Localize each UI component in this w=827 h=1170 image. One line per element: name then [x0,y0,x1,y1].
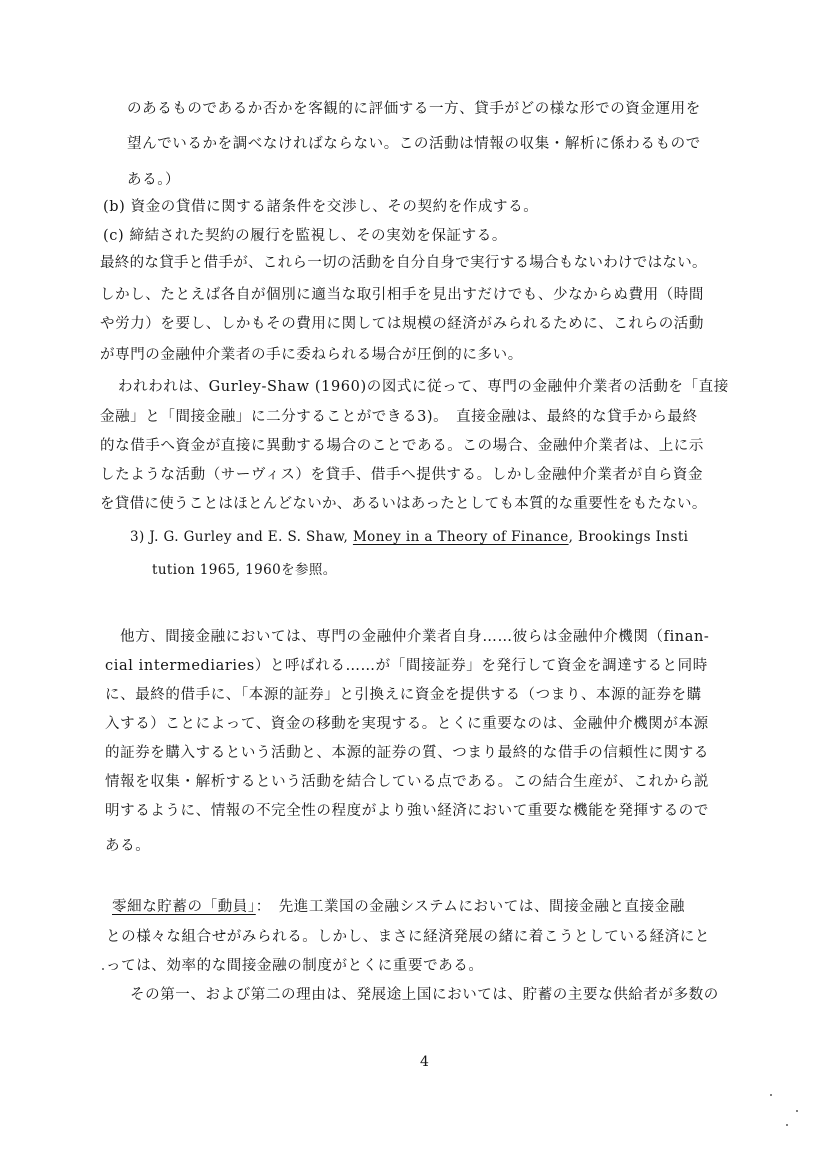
text-line: を貸借に使うことはほとんどないか、あるいはあったとしても本質的な重要性をもたない。 [100,496,707,512]
page-number: 4 [420,1054,429,1070]
text-line: 情報を収集・解析するという活動を結合している点である。この結合生産が、これから説 [105,774,709,790]
text-line: との様々な組合せがみられる。しかし、まさに経済発展の緒に着こうとしている経済にと [106,929,710,945]
list-item-c: (c) 締結された契約の履行を監視し、その実効を保証する。 [103,228,507,244]
text-line: その第一、および第二の理由は、発展途上国においては、貯蓄の主要な供給者が多数の [130,987,719,1003]
footnote-prefix: 3) J. G. Gurley and E. S. Shaw, [130,529,353,545]
footnote [130,527,688,547]
text-line: 明するように、情報の不完全性の程度がより強い経済において重要な機能を発揮するので [105,803,709,819]
text-line: に、最終的借手に、「本源的証券」と引換えに資金を提供する（つまり、本源的証券を購 [105,687,702,703]
text-line: 金融」と「間接金融」に二分することができる3)。 直接金融は、最終的な貸手から最終 [100,409,698,425]
footnote-suffix: , Brookings Insti [568,529,689,545]
text-line: や労力）を要し、しかもその費用に関しては規模の経済がみられるために、これらの活動 [100,316,704,332]
footnote-book-title: Money in a Theory of Finance [352,529,569,545]
text-line: われわれは、Gurley-Shaw (1960)の図式に従って、専門の金融仲介業者の活動を「直接 [118,379,729,395]
text-line: っては、効率的な間接金融の制度がとくに重要である。 [106,958,484,974]
section-heading-line [112,897,685,917]
text-line: 的証券を購入するという活動と、本源的証券の質、つまり最終的な借手の信頼性に関する [105,745,709,761]
scan-speck [770,1094,772,1096]
scan-speck [786,1124,788,1126]
text-line: 他方、間接金融においては、専門の金融仲介業者自身……彼らは金融仲介機関（finan- [120,629,710,645]
text-line: 入する）ことによって、資金の移動を実現する。とくに重要なのは、金融仲介機関が本源 [105,716,709,732]
text-line: cial intermediaries）と呼ばれる……が「間接証券」を発行して資金を調達すると同時 [105,658,708,674]
section-text: ： 先進工業国の金融システムにおいては、間接金融と直接金融 [255,899,685,915]
text-line: 的な借手へ資金が直接に異動する場合のことである。この場合、金融仲介業者は、上に示 [100,438,704,454]
text-line: が専門の金融仲介業者の手に委ねられる場合が圧倒的に多い。 [100,347,523,363]
text-line: したような活動（サーヴィス）を貸手、借手へ提供する。しかし金融仲介業者が自ら資金 [100,467,704,483]
section-heading: 零細な貯蓄の「動員」 [112,899,256,915]
scan-speck [796,1110,798,1112]
text-line: 最終的な貸手と借手が、これら一切の活動を自分自身で実行する場合もないわけではない。 [100,255,707,271]
text-line: ある。） [127,172,181,188]
list-item-b: (b) 資金の貸借に関する諸条件を交渉し、その契約を作成する。 [103,199,539,215]
text-line: ある。 [105,838,151,854]
text-line: のあるものであるか否かを客観的に評価する一方、貸手がどの様な形での資金運用を [127,101,701,117]
footnote-line2: tution 1965, 1960を参照。 [152,562,337,578]
scan-speck [102,968,104,970]
text-line: しかし、たとえば各自が個別に適当な取引相手を見出すだけでも、少なからぬ費用（時間 [100,287,704,303]
text-line: 望んでいるかを調べなければならない。この活動は情報の収集・解析に係わるもので [127,136,701,152]
